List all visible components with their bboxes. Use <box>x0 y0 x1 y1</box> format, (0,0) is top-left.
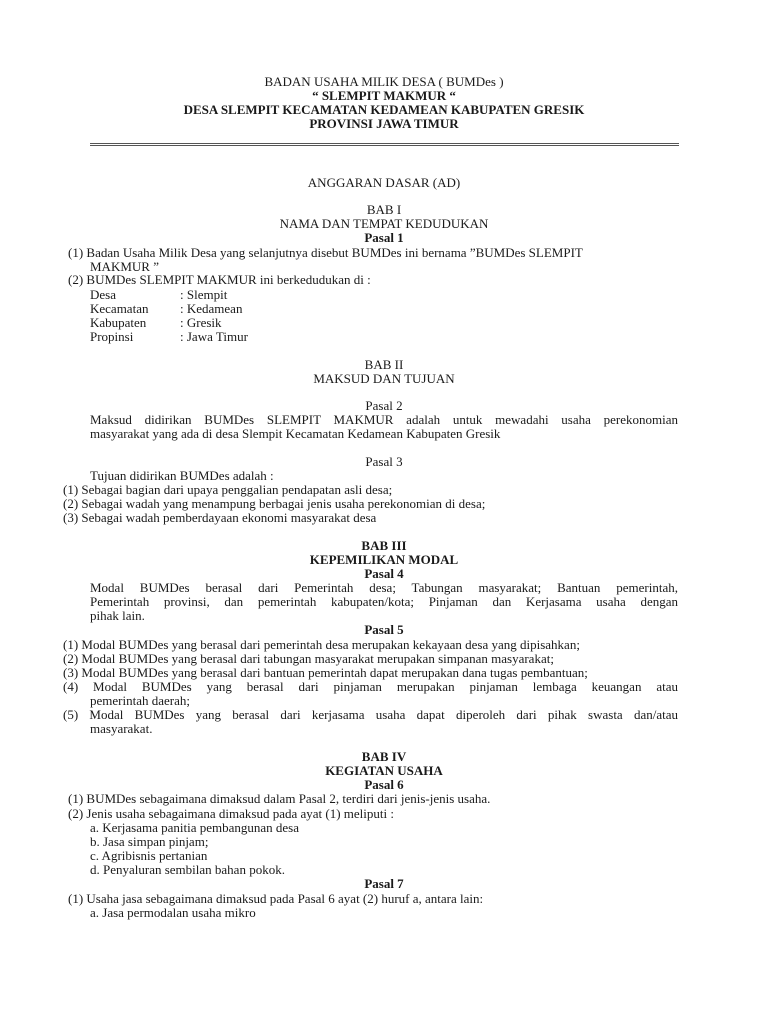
pasal-4-heading: Pasal 4 <box>364 566 404 581</box>
pasal-5-item-1: (1) Modal BUMDes yang berasal dari pemerintah desa merupakan kekayaan desa yang dipisahkan; <box>63 637 580 652</box>
header-line-3: DESA SLEMPIT KECAMATAN KEDAMEAN KABUPATEN GRESIK <box>183 102 585 117</box>
pasal-5-heading: Pasal 5 <box>364 622 404 637</box>
header-line-1: BADAN USAHA MILIK DESA ( BUMDes ) <box>264 74 504 89</box>
location-value: : Jawa Timur <box>180 329 248 344</box>
pasal-7-heading: Pasal 7 <box>364 876 404 891</box>
bab-1-title: NAMA DAN TEMPAT KEDUDUKAN <box>279 216 489 231</box>
location-label: Kecamatan <box>90 301 149 316</box>
pasal-5-item-4-cont: pemerintah daerah; <box>90 693 190 708</box>
bab-3-title: KEPEMILIKAN MODAL <box>309 552 459 567</box>
pasal-3-item-1: (1) Sebagai bagian dari upaya penggalian pendapatan asli desa; <box>63 482 393 497</box>
pasal-6-item-b: b. Jasa simpan pinjam; <box>90 834 209 849</box>
location-label: Kabupaten <box>90 315 147 330</box>
document-title: ANGGARAN DASAR (AD) <box>307 175 461 190</box>
pasal-6-item-c: c. Agribisnis pertanian <box>90 848 208 863</box>
pasal-1-heading: Pasal 1 <box>364 230 404 245</box>
location-value: : Slempit <box>180 287 228 302</box>
pasal-6-ayat-1: (1) BUMDes sebagaimana dimaksud dalam Pasal 2, terdiri dari jenis-jenis usaha. <box>68 791 491 806</box>
bab-4-title: KEGIATAN USAHA <box>325 763 443 778</box>
pasal-4-text-line-3: pihak lain. <box>90 608 145 623</box>
pasal-3-heading: Pasal 3 <box>365 454 403 469</box>
pasal-5-item-4: (4) Modal BUMDes yang berasal dari pinjaman merupakan pinjaman lembaga keuangan atau <box>63 679 678 694</box>
pasal-5-item-5-cont: masyarakat. <box>90 721 153 736</box>
pasal-2-text-line-1: Maksud didirikan BUMDes SLEMPIT MAKMUR adalah untuk mewadahi usaha perekonomian <box>90 412 678 427</box>
pasal-1-ayat-1-cont: MAKMUR ” <box>90 259 159 274</box>
bab-1-heading: BAB I <box>366 202 402 217</box>
pasal-6-heading: Pasal 6 <box>364 777 404 792</box>
pasal-1-ayat-1: (1) Badan Usaha Milik Desa yang selanjutnya disebut BUMDes ini bernama ”BUMDes SLEMPIT <box>68 245 583 260</box>
header-line-2: “ SLEMPIT MAKMUR “ <box>312 88 456 103</box>
location-value: : Gresik <box>180 315 222 330</box>
pasal-2-text-line-2: masyarakat yang ada di desa Slempit Kecamatan Kedamean Kabupaten Gresik <box>90 426 501 441</box>
bab-4-heading: BAB IV <box>361 749 407 764</box>
bab-2-heading: BAB II <box>364 357 404 372</box>
pasal-7-item-a: a. Jasa permodalan usaha mikro <box>90 905 256 920</box>
bab-3-heading: BAB III <box>361 538 407 553</box>
pasal-4-text-line-2: Pemerintah provinsi, dan pemerintah kabupaten/kota; Pinjaman dan Kerjasama usaha dengan <box>90 594 678 609</box>
location-label: Desa <box>90 287 116 302</box>
pasal-6-item-a: a. Kerjasama panitia pembangunan desa <box>90 820 299 835</box>
location-value: : Kedamean <box>180 301 243 316</box>
pasal-5-item-3: (3) Modal BUMDes yang berasal dari bantuan pemerintah dapat merupakan dana tugas pembantuan; <box>63 665 588 680</box>
pasal-4-text-line-1: Modal BUMDes berasal dari Pemerintah desa; Tabungan masyarakat; Bantuan pemerintah, <box>90 580 678 595</box>
bab-2-title: MAKSUD DAN TUJUAN <box>313 371 455 386</box>
pasal-3-intro: Tujuan didirikan BUMDes adalah : <box>90 468 274 483</box>
pasal-5-item-5: (5) Modal BUMDes yang berasal dari kerjasama usaha dapat diperoleh dari pihak swasta dan/atau <box>63 707 678 722</box>
pasal-3-item-3: (3) Sebagai wadah pemberdayaan ekonomi masyarakat desa <box>63 510 377 525</box>
pasal-1-ayat-2: (2) BUMDes SLEMPIT MAKMUR ini berkedudukan di : <box>68 272 371 287</box>
header-line-4: PROVINSI JAWA TIMUR <box>309 116 459 131</box>
header-divider <box>90 143 679 146</box>
pasal-3-item-2: (2) Sebagai wadah yang menampung berbagai jenis usaha perekonomian di desa; <box>63 496 486 511</box>
pasal-6-item-d: d. Penyaluran sembilan bahan pokok. <box>90 862 285 877</box>
pasal-6-ayat-2: (2) Jenis usaha sebagaimana dimaksud pada ayat (1) meliputi : <box>68 806 394 821</box>
pasal-5-item-2: (2) Modal BUMDes yang berasal dari tabungan masyarakat merupakan simpanan masyarakat; <box>63 651 554 666</box>
pasal-2-heading: Pasal 2 <box>365 398 403 413</box>
location-label: Propinsi <box>90 329 134 344</box>
pasal-7-ayat-1: (1) Usaha jasa sebagaimana dimaksud pada Pasal 6 ayat (2) huruf a, antara lain: <box>68 891 484 906</box>
